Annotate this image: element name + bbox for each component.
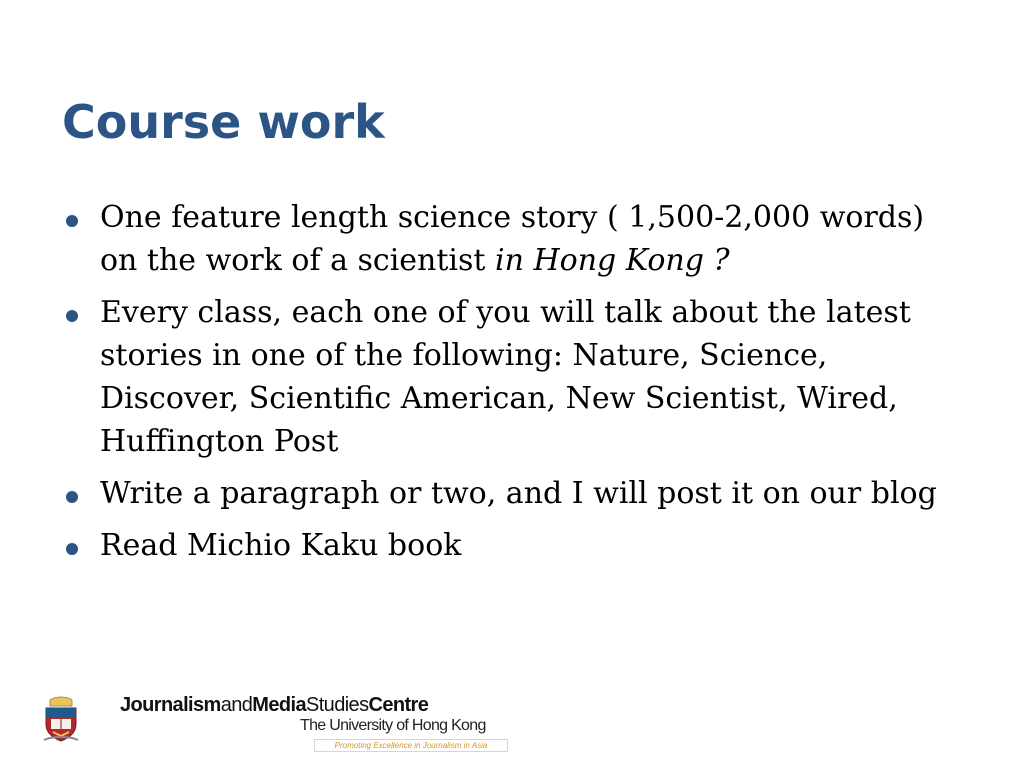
centre-name-studies: Studies — [305, 694, 369, 716]
bullet-item-2 — [62, 291, 952, 463]
centre-name-media: Media — [252, 694, 306, 716]
footer-logo — [40, 690, 520, 756]
centre-name-journalism: Journalism — [120, 694, 221, 716]
centre-name — [120, 694, 428, 717]
bullet-text-1: One feature length science story ( 1,500-2,000 words) on the work of a scientist — [100, 200, 925, 278]
bullet-text-4: Read Michio Kaku book — [100, 528, 462, 563]
university-name: The University of Hong Kong — [300, 717, 486, 734]
bullet-text-3: Write a paragraph or two, and I will post it on our blog — [100, 476, 937, 511]
bullet-item-1 — [62, 196, 952, 282]
bullet-list — [62, 196, 952, 576]
slide-title: Course work — [62, 95, 385, 149]
tagline: Promoting Excellence in Journalism in Asia — [314, 739, 508, 752]
hku-crest-icon — [42, 696, 80, 742]
bullet-item-3 — [62, 472, 952, 515]
bullet-italic-1: in Hong Kong ? — [495, 243, 730, 278]
centre-name-centre: Centre — [368, 694, 429, 716]
centre-name-and: and — [220, 694, 253, 716]
bullet-text-2: Every class, each one of you will talk about the latest stories in one of the following: Nature, Science, Discover, Scientific American, New Scientist, Wired, Huffington Post — [100, 295, 911, 459]
bullet-item-4 — [62, 524, 952, 567]
